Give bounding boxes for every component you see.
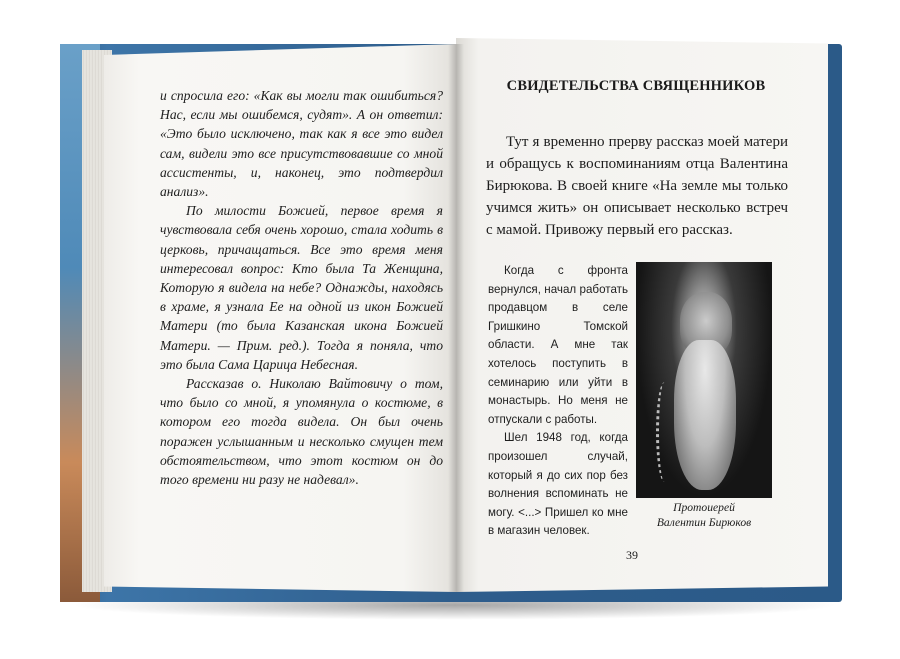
intro-paragraph	[486, 131, 788, 241]
story-paragraph-1: Когда с фронта вернулся, начал работать продавцом в селе Гришкино Томской области. А мне так хотелось поступить в семинарию или уйти в монастырь. Но меня не отпускали с работы.	[488, 264, 628, 426]
priest-portrait-photo	[636, 262, 772, 498]
left-paragraph-2: По милости Божией, первое время я чувствовала себя очень хорошо, стала ходить в церковь, причащаться. Все это время меня интересовал вопрос: Кто была Та Женщина, Которую я видела на небе? Однажды, находясь в храме, я узнала Ее на одной из икон Божией Матери (то была Казанская икона Божией Матери. — Прим. ред.). Тогда я поняла, что это была Сама Царица Небесная.	[160, 203, 443, 372]
left-paragraph-1: и спросила его: «Как вы могли так ошибиться? Нас, если мы ошибемся, судят». А он ответил: «Это было исключено, так как я все это видел сам, видели это все присутствовавшие со мной ассистенты, и, наконец, это подтвердил анализ».	[160, 88, 443, 200]
story-text	[488, 262, 628, 541]
photo-caption	[636, 500, 772, 530]
portrait-beard	[674, 340, 736, 490]
left-paragraph-3: Рассказав о. Николаю Вайтовичу о том, что было со мной, я упомянула о костюме, в котором его тогда видела. Он был очень поражен услышанным и несколько смущен тем обстоятельством, что этот костюм он до того времени ни разу не надевал».	[160, 376, 443, 488]
portrait-cross-chain	[656, 382, 673, 482]
story-paragraph-2: Шел 1948 год, когда произошел случай, который я до сих пор без волнения вспоминать не могу. <...> Пришел ко мне в магазин человек.	[488, 431, 628, 538]
page-number: 39	[626, 548, 638, 562]
caption-name: Валентин Бирюков	[656, 516, 752, 529]
left-page-text	[160, 86, 443, 489]
chapter-heading: СВИДЕТЕЛЬСТВА СВЯЩЕННИКОВ	[506, 78, 766, 94]
book-gutter	[448, 44, 464, 592]
intro-text: Тут я временно прерву рассказ моей матери и обращусь к воспоминаниям отца Валентина Бирюкова. В своей книге «На земле мы только учимся жить» он описывает несколько встреч с мамой. Привожу первый его рассказ.	[486, 134, 788, 238]
caption-title: Протоиерей	[673, 501, 735, 514]
